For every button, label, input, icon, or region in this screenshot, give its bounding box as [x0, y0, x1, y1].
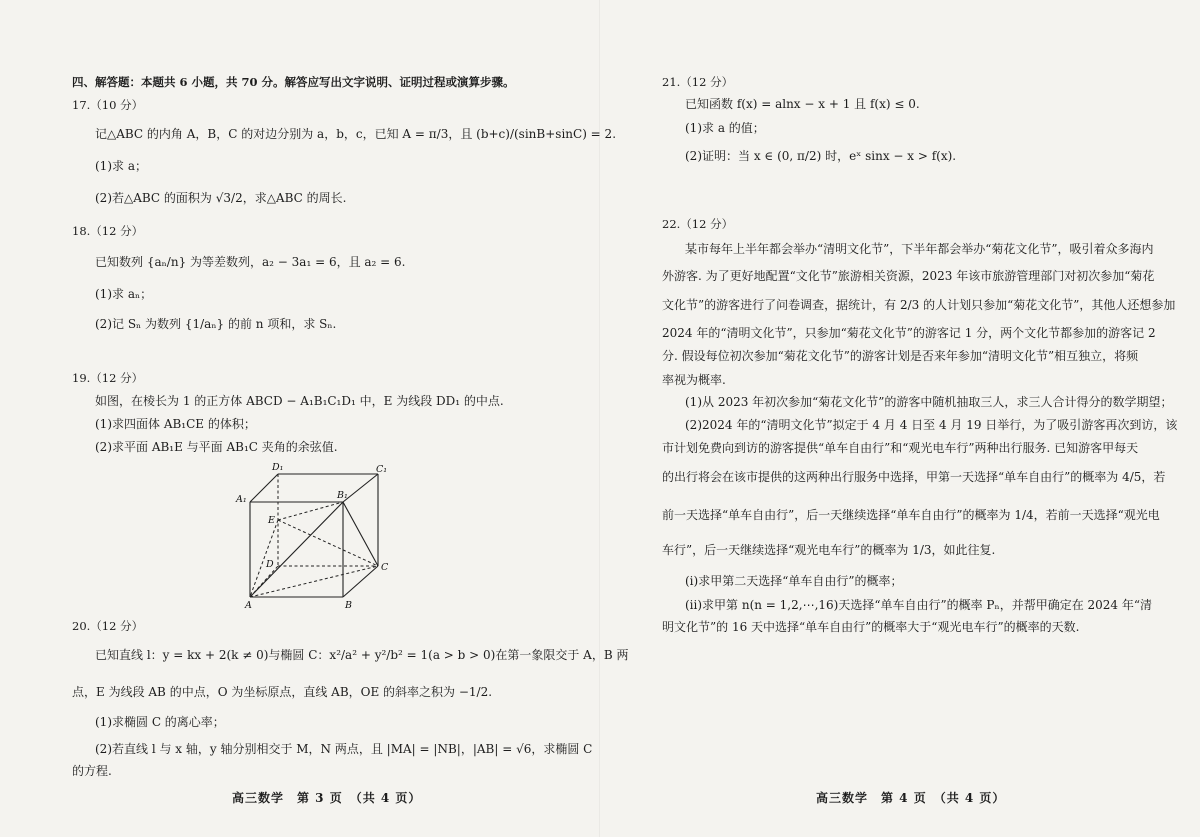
q20-stem-line2: 点，E 为线段 AB 的中点，O 为坐标原点，直线 AB，OE 的斜率之积为 −1/2. — [72, 685, 493, 699]
q17-header: 17.（10 分） — [72, 98, 144, 112]
q17-part1: (1)求 a； — [95, 159, 147, 173]
q19-part1: (1)求四面体 AB₁CE 的体积； — [95, 417, 256, 431]
q20-header: 20.（12 分） — [72, 619, 144, 633]
q22-part2-line4: 前一天选择“单车自由行”，后一天继续选择“单车自由行”的概率为 1/4，若前一天选择“观光电 — [662, 508, 1160, 522]
q22-part2-line3: 的出行将会在该市提供的这两种出行服务中选择，甲第一天选择“单车自由行”的概率为 4/5，若 — [662, 470, 1166, 484]
q22-line-2: 外游客. 为了更好地配置“文化节”旅游相关资源，2023 年该市旅游管理部门对初次参加“菊花 — [662, 269, 1155, 283]
q21-part1: (1)求 a 的值； — [685, 121, 765, 135]
label-A: A — [245, 600, 252, 610]
label-D1: D₁ — [272, 462, 284, 473]
q20-stem-line1: 已知直线 l：y = kx + 2(k ≠ 0)与椭圆 C：x²/a² + y²/b² = 1(a > b > 0)在第一象限交于 A，B 两 — [95, 648, 629, 662]
q22-line-4: 2024 年的“清明文化节”，只参加“菊花文化节”的游客记 1 分，两个文化节都参加的游客记 2 — [662, 326, 1156, 340]
cube-figure — [230, 462, 390, 610]
page-footer-3: 高三数学 第 3 页 （共 4 页） — [232, 791, 422, 805]
q22-part1: (1)从 2023 年初次参加“菊花文化节”的游客中随机抽取三人，求三人合计得分的数学期望； — [685, 395, 1173, 409]
q20-part2-line2: 的方程. — [72, 764, 112, 778]
label-A1: A₁ — [236, 494, 247, 505]
page-footer-4: 高三数学 第 4 页 （共 4 页） — [816, 791, 1006, 805]
label-B: B — [345, 600, 352, 610]
q18-part1: (1)求 aₙ； — [95, 287, 153, 301]
q20-part2-line1: (2)若直线 l 与 x 轴，y 轴分别相交于 M，N 两点，且 |MA| = |NB|，|AB| = √6，求椭圆 C — [95, 742, 593, 756]
q21-part2: (2)证明：当 x ∈ (0, π/2) 时，eˣ sinx − x > f(x). — [685, 149, 957, 163]
q22-line-3: 文化节”的游客进行了问卷调查，据统计，有 2/3 的人计划只参加“菊花文化节”，其他人还想参加 — [662, 298, 1176, 312]
q22-line-1: 某市每年上半年都会举办“清明文化节”，下半年都会举办“菊花文化节”，吸引着众多海内 — [685, 242, 1154, 256]
label-C1: C₁ — [376, 464, 388, 475]
label-E: E — [268, 515, 275, 526]
label-D: D — [266, 559, 274, 570]
q21-header: 21.（12 分） — [662, 75, 734, 89]
q22-part2-line2: 市计划免费向到访的游客提供“单车自由行”和“观光电车行”两种出行服务. 已知游客甲每天 — [662, 441, 1139, 455]
q17-part2: (2)若△ABC 的面积为 √3/2，求△ABC 的周长. — [95, 191, 347, 205]
q19-part2: (2)求平面 AB₁E 与平面 AB₁C 夹角的余弦值. — [95, 440, 338, 454]
q19-stem: 如图，在棱长为 1 的正方体 ABCD − A₁B₁C₁D₁ 中，E 为线段 DD₁ 的中点. — [95, 394, 504, 408]
q22-sub-ii-line2: 明文化节”的 16 天中选择“单车自由行”的概率大于“观光电车行”的概率的天数. — [662, 620, 1080, 634]
q18-part2: (2)记 Sₙ 为数列 {1/aₙ} 的前 n 项和，求 Sₙ. — [95, 317, 337, 331]
q19-header: 19.（12 分） — [72, 371, 144, 385]
label-B1: B₁ — [337, 490, 348, 501]
q17-stem: 记△ABC 的内角 A，B，C 的对边分别为 a，b，c，已知 A = π/3，且 (b+c)/(sinB+sinC) = 2. — [95, 127, 617, 141]
q20-part1: (1)求椭圆 C 的离心率； — [95, 715, 225, 729]
q21-stem: 已知函数 f(x) = alnx − x + 1 且 f(x) ≤ 0. — [685, 97, 920, 111]
q22-line-6: 率视为概率. — [662, 373, 726, 387]
q22-sub-ii-line1: (ii)求甲第 n(n = 1,2,⋯,16)天选择“单车自由行”的概率 Pₙ，并帮甲确定在 2024 年“清 — [685, 598, 1152, 612]
q18-header: 18.（12 分） — [72, 224, 144, 238]
q22-sub-i: (i)求甲第二天选择“单车自由行”的概率； — [685, 574, 903, 588]
section-heading: 四、解答题：本题共 6 小题，共 70 分。解答应写出文字说明、证明过程或演算步骤。 — [72, 75, 515, 89]
q22-header: 22.（12 分） — [662, 217, 734, 231]
q22-part2-line5: 车行”，后一天继续选择“观光电车行”的概率为 1/3，如此往复. — [662, 543, 996, 557]
q22-line-5: 分. 假设每位初次参加“菊花文化节”的游客计划是否来年参加“清明文化节”相互独立，将频 — [662, 349, 1139, 363]
label-C: C — [381, 562, 389, 573]
q22-part2-line1: (2)2024 年的“清明文化节”拟定于 4 月 4 日至 4 月 19 日举行，为了吸引游客再次到访，该 — [685, 418, 1178, 432]
q18-stem: 已知数列 {aₙ/n} 为等差数列，a₂ − 3a₁ = 6，且 a₂ = 6. — [95, 255, 406, 269]
